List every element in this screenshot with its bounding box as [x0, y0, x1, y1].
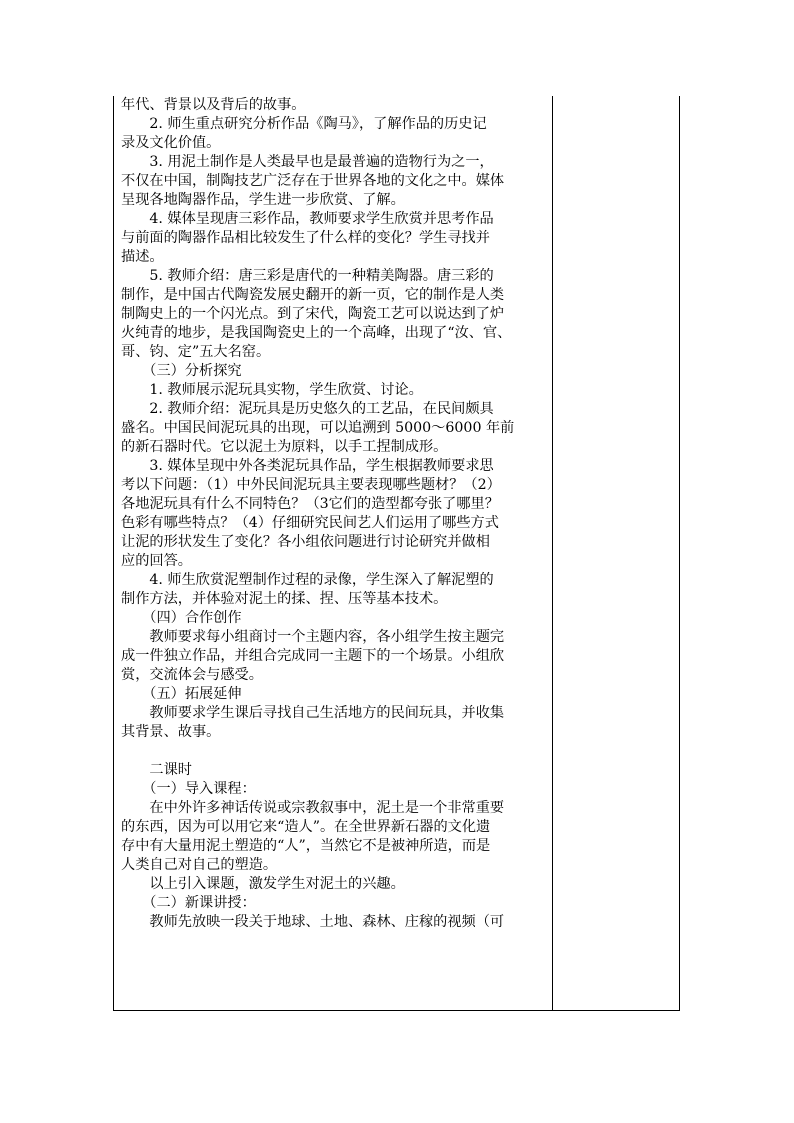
- text-line: 在中外许多神话传说或宗教叙事中，泥土是一个非常重要: [121, 800, 505, 816]
- text-line: 3. 用泥土制作是人类最早也是最普遍的造物行为之一，: [121, 154, 494, 170]
- table-left-border: [113, 96, 114, 1011]
- text-line: （四）合作创作: [121, 610, 242, 626]
- text-line: 5. 教师介绍：唐三彩是唐代的一种精美陶器。唐三彩的: [121, 268, 494, 284]
- text-line: （二）新课讲授：: [121, 895, 256, 911]
- text-line: （五）拓展延伸: [121, 686, 242, 702]
- text-line: 以上引入课题，激发学生对泥土的兴趣。: [121, 876, 405, 892]
- text-line: 描述。: [121, 249, 164, 265]
- text-line: 不仅在中国，制陶技艺广泛存在于世界各地的文化之中。媒体: [121, 173, 505, 189]
- text-line: （一）导入课程：: [121, 781, 256, 797]
- text-line: 其背景、故事。: [121, 724, 221, 740]
- text-line: 制作，是中国古代陶瓷发展史翻开的新一页，它的制作是人类: [121, 287, 505, 303]
- text-line: 的新石器时代。它以泥土为原料，以手工捏制成形。: [121, 439, 448, 455]
- text-line: 赏，交流体会与感受。: [121, 667, 263, 683]
- text-line: 各地泥玩具有什么不同特色？（3它们的造型都夸张了哪里？: [121, 496, 499, 512]
- text-line: 2. 教师介绍：泥玩具是历史悠久的工艺品，在民间颇具: [121, 401, 494, 417]
- text-line: 4. 媒体呈现唐三彩作品，教师要求学生欣赏并思考作品: [121, 211, 494, 227]
- text-line: 3. 媒体呈现中外各类泥玩具作品，学生根据教师要求思: [121, 458, 494, 474]
- lesson-content: [121, 96, 552, 932]
- text-line: 教师先放映一段关于地球、土地、森林、庄稼的视频（可: [121, 914, 505, 930]
- table-right-border: [679, 96, 680, 1011]
- text-line: 制陶史上的一个闪光点。到了宋代，陶瓷工艺可以说达到了炉: [121, 306, 505, 322]
- text-line: 呈现各地陶器作品，学生进一步欣赏、了解。: [121, 192, 405, 208]
- text-line: 人类自己对自己的塑造。: [121, 857, 278, 873]
- text-line: 色彩有哪些特点？（4）仔细研究民间艺人们运用了哪些方式: [121, 515, 499, 531]
- text-line: 2. 师生重点研究分析作品《陶马》，了解作品的历史记: [121, 116, 487, 132]
- text-line: 年代、背景以及背后的故事。: [121, 97, 306, 113]
- text-line: 的东西，因为可以用它来“造人”。在全世界新石器的文化遗: [121, 819, 491, 835]
- text-line: 存中有大量用泥土塑造的“人”，当然它不是被神所造，而是: [121, 838, 491, 854]
- table-column-divider: [552, 96, 553, 1011]
- text-line: （三）分析探究: [121, 363, 242, 379]
- table-bottom-border: [113, 1010, 680, 1011]
- text-line: 录及文化价值。: [121, 135, 221, 151]
- text-line: 成一件独立作品，并组合完成同一主题下的一个场景。小组欣: [121, 648, 505, 664]
- text-line: 让泥的形状发生了变化？各小组依问题进行讨论研究并做相: [121, 534, 490, 550]
- text-line: 火纯青的地步，是我国陶瓷史上的一个高峰，出现了“汝、官、: [121, 325, 512, 341]
- text-line: 哥、钧、定”五大名窑。: [121, 344, 271, 360]
- text-line: 1. 教师展示泥玩具实物，学生欣赏、讨论。: [121, 382, 423, 398]
- text-line: 教师要求每小组商讨一个主题内容，各小组学生按主题完: [121, 629, 505, 645]
- text-line: 二课时: [121, 762, 192, 778]
- text-line: 盛名。中国民间泥玩具的出现，可以追溯到 5000～6000 年前: [121, 420, 515, 436]
- text-line: 应的回答。: [121, 553, 192, 569]
- text-line: 考以下问题：（1）中外民间泥玩具主要表现哪些题材？（2）: [121, 477, 501, 493]
- text-line: 制作方法，并体验对泥土的揉、捏、压等基本技术。: [121, 591, 448, 607]
- text-line: 与前面的陶器作品相比较发生了什么样的变化？学生寻找并: [121, 230, 490, 246]
- text-line: 教师要求学生课后寻找自己生活地方的民间玩具，并收集: [121, 705, 505, 721]
- text-line: 4. 师生欣赏泥塑制作过程的录像，学生深入了解泥塑的: [121, 572, 494, 588]
- text-line: [121, 742, 552, 761]
